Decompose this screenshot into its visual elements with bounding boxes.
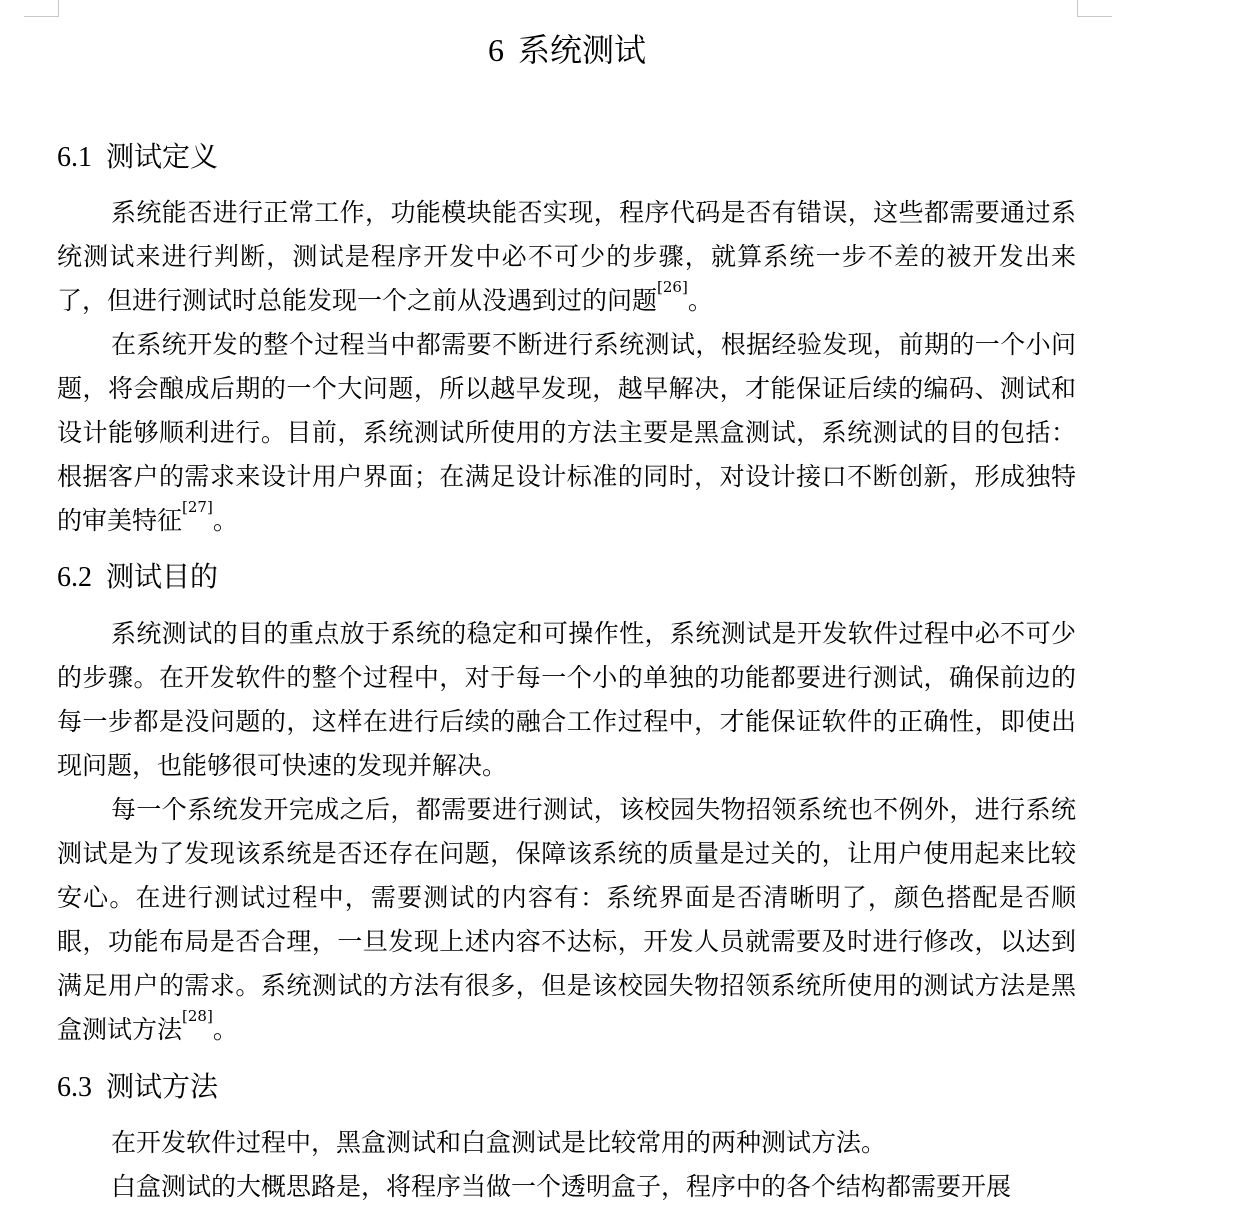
- paragraph-text: 系统测试的目的重点放于系统的稳定和可操作性，系统测试是开发软件过程中必不可少的步骤。在开发软件的整个过程中，对于每一个小的单独的功能都要进行测试，确保前边的每一步都是没问题的，这样在进行后续的融合工作过程中，才能保证软件的正确性，即使出现问题，也能够很可快速的发现并解决。: [57, 619, 1076, 780]
- paragraph: [57, 191, 1076, 323]
- chapter-title-text: 系统测试: [517, 31, 646, 69]
- paragraph-text: 每一个系统发开完成之后，都需要进行测试，该校园失物招领系统也不例外，进行系统测试是为了发现该系统是否还存在问题，保障该系统的质量是过关的，让用户使用起来比较安心。在进行测试过程中，需要测试的内容有：系统界面是否清晰明了，颜色搭配是否顺眼，功能布局是否合理，一旦发现上述内容不达标，开发人员就需要及时进行修改，以达到满足用户的需求。系统测试的方法有很多，但是该校园失物招领系统所使用的测试方法是黑盒测试方法: [57, 795, 1076, 1044]
- paragraph-text: 在系统开发的整个过程当中都需要不断进行系统测试，根据经验发现，前期的一个小问题，将会酿成后期的一个大问题，所以越早发现，越早解决，才能保证后续的编码、测试和设计能够顺利进行。目前，系统测试所使用的方法主要是黑盒测试，系统测试的目的包括：根据客户的需求来设计用户界面；在满足设计标准的同时，对设计接口不断创新，形成独特的审美特征: [57, 330, 1076, 535]
- section-number: 6.2: [57, 562, 92, 593]
- paragraph: [57, 788, 1076, 1052]
- punct: 。: [687, 286, 713, 315]
- section-heading-6-2: [57, 557, 218, 598]
- chapter-title: [0, 28, 1134, 72]
- citation: [27]: [182, 498, 213, 516]
- section-title: 测试方法: [106, 1070, 219, 1103]
- section-title: 测试目的: [106, 560, 219, 593]
- paragraph: [57, 612, 1076, 788]
- section-heading-6-3: [57, 1067, 218, 1108]
- paragraph-text: 系统能否进行正常工作，功能模块能否实现，程序代码是否有错误，这些都需要通过系统测试来进行判断，测试是程序开发中必不可少的步骤，就算系统一步不差的被开发出来了，但进行测试时总能发现一个之前从没遇到过的问题: [57, 198, 1076, 315]
- section-number: 6.3: [57, 1072, 92, 1103]
- paragraph: [57, 1121, 1076, 1165]
- paragraph: [57, 1165, 1076, 1209]
- punct: 。: [212, 1015, 238, 1044]
- citation: [26]: [657, 278, 688, 296]
- section-heading-6-1: [57, 137, 218, 178]
- paragraph: [57, 323, 1076, 543]
- page-corner-mark-left: [24, 0, 59, 17]
- citation: [28]: [182, 1007, 213, 1025]
- section-number: 6.1: [57, 142, 92, 173]
- paragraph-text: 白盒测试的大概思路是，将程序当做一个透明盒子，程序中的各个结构都需要开展: [111, 1172, 1012, 1201]
- section-title: 测试定义: [106, 140, 219, 173]
- chapter-number: 6: [487, 32, 504, 68]
- paragraph-text: 在开发软件过程中，黑盒测试和白盒测试是比较常用的两种测试方法。: [111, 1128, 887, 1157]
- punct: 。: [212, 506, 238, 535]
- page-corner-mark-right: [1077, 0, 1112, 17]
